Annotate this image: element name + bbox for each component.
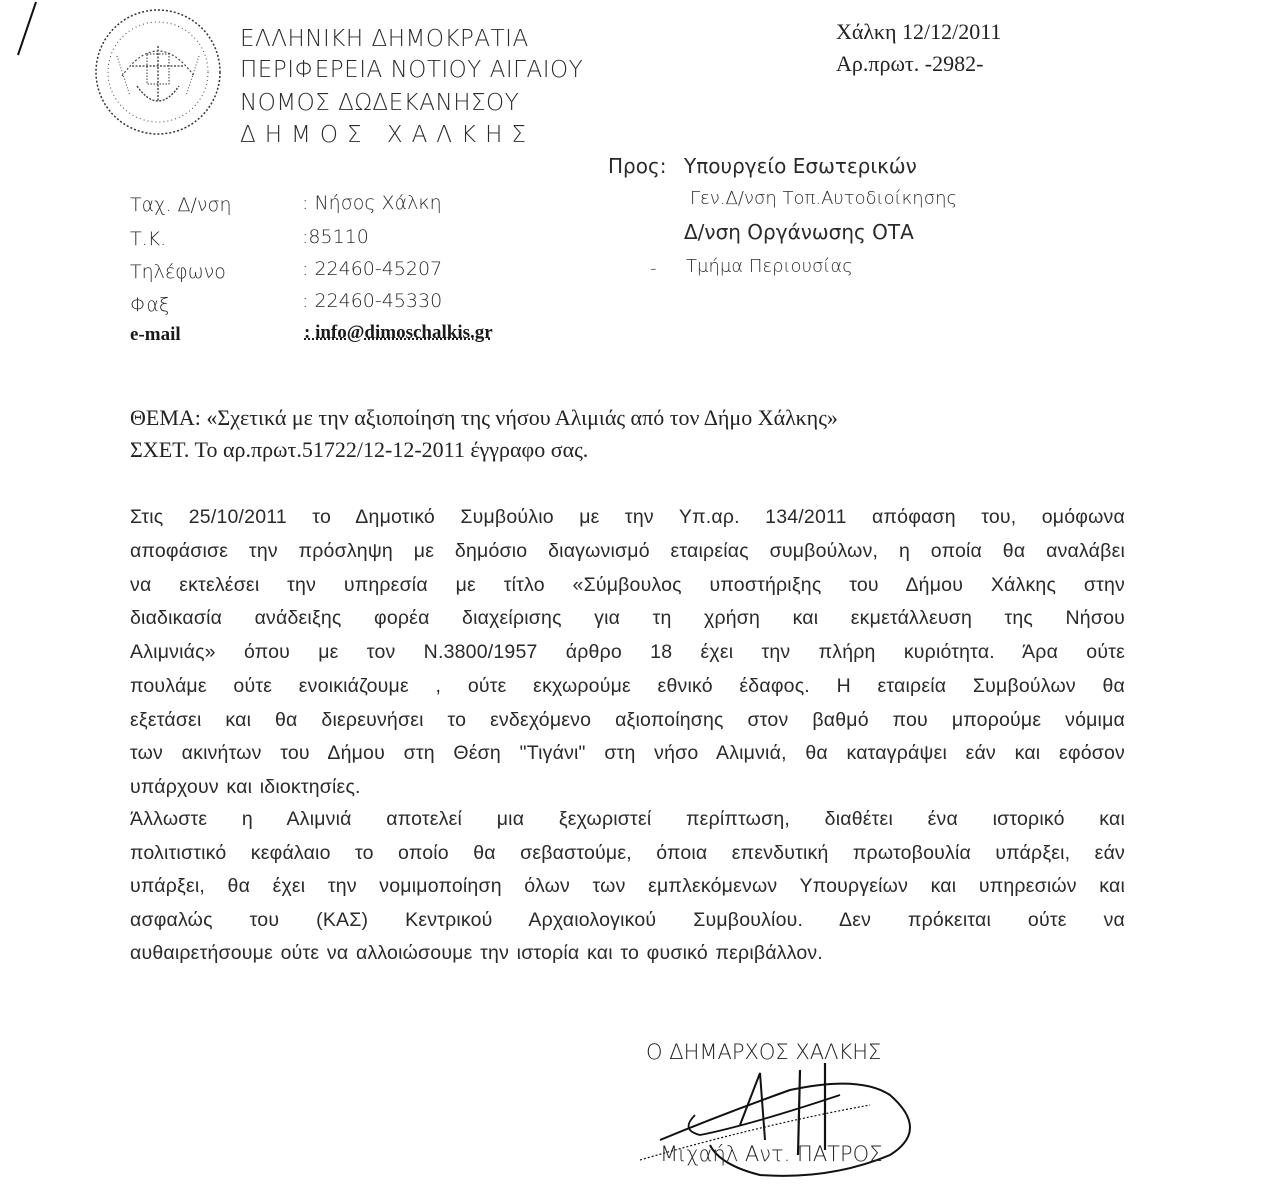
subject-line: ΘΕΜΑ: «Σχετικά με την αξιοποίηση της νήσου Αλιμιάς από τον Δήμο Χάλκης» — [130, 405, 838, 430]
body-line: Στις 25/10/2011 το Δημοτικό Συμβούλιο με την Υπ.αρ. 134/2011 απόφαση του, ομόφωνα — [130, 506, 1125, 528]
recipient-dash: - — [650, 258, 657, 279]
letterhead-line-municipality: ΔΗΜΟΣ ΧΑΛΚΗΣ — [240, 122, 535, 148]
body-line: Αλιμνιάς» όπου με τον Ν.3800/1957 άρθρο 18 έχει την πλήρη κυριότητα. Άρα ούτε — [130, 641, 1125, 663]
place-date: Χάλκη 12/12/2011 — [836, 19, 1002, 44]
signatory-name: Μιχαήλ Αντ. ΠΑΤΡΟΣ — [660, 1142, 883, 1166]
contact-address-label: Ταχ. Δ/νση — [130, 194, 232, 216]
body-line: αποφάσισε την πρόσληψη με δημόσιο διαγωνισμό εταιρείας συμβούλων, η οποία θα αναλάβει — [130, 540, 1125, 562]
body-line: αυθαιρετήσουμε ούτε να αλλοιώσουμε την ιστορία και το φυσικό περιβάλλον. — [130, 942, 823, 964]
body-line: πολιτιστικό κεφάλαιο το οποίο θα σεβαστούμε, όποια επενδυτική πρωτοβουλία υπάρξει, εάν — [130, 842, 1125, 864]
protocol-number: Αρ.πρωτ. -2982- — [836, 51, 984, 76]
pen-mark-icon — [10, 0, 40, 60]
body-line: υπάρχουν και ιδιοκτησίες. — [130, 776, 361, 798]
recipient-general-directorate: Γεν.Δ/νση Τοπ.Αυτοδιοίκησης — [690, 188, 958, 209]
body-line: εξετάσει και θα διερευνήσει το ενδεχόμενο αξιοποίησης στον βαθμό που μπορούμε νόμιμα — [130, 709, 1125, 731]
signature-title: Ο ΔΗΜΑΡΧΟΣ ΧΑΛΚΗΣ — [646, 1040, 882, 1064]
body-line: ασφαλώς του (ΚΑΣ) Κεντρικού Αρχαιολογικού Συμβουλίου. Δεν πρόκειται ούτε να — [130, 909, 1125, 931]
contact-email-link[interactable]: : info@dimoschalkis.gr — [304, 322, 493, 343]
handwritten-signature-icon — [640, 1055, 940, 1195]
letterhead-line-region: ΠΕΡΙΦΕΡΕΙΑ ΝΟΤΙΟΥ ΑΙΓΑΙΟΥ — [240, 57, 584, 83]
body-line: διαδικασία ανάδειξης φορέα διαχείρισης για τη χρήση και εκμετάλλευση της Νήσου — [130, 607, 1125, 629]
body-line: Άλλωστε η Αλιμνιά αποτελεί μια ξεχωριστεί περίπτωση, διαθέτει ένα ιστορικό και — [130, 808, 1125, 830]
letterhead-line-prefecture: ΝΟΜΟΣ ΔΩΔΕΚΑΝΗΣΟΥ — [240, 90, 520, 116]
contact-postcode-value: :85110 — [302, 226, 369, 248]
contact-postcode-label: Τ.Κ. — [130, 228, 167, 250]
contact-fax-value: : 22460-45330 — [302, 290, 443, 312]
letterhead-line-country: ΕΛΛΗΝΙΚΗ ΔΗΜΟΚΡΑΤΙΑ — [240, 26, 529, 52]
contact-phone-label: Τηλέφωνο — [130, 261, 226, 283]
contact-fax-label: Φαξ — [130, 294, 170, 316]
contact-email-label: e-mail — [130, 324, 181, 345]
reference-line: ΣΧΕΤ. Το αρ.πρωτ.51722/12-12-2011 έγγραφο σας. — [130, 437, 589, 462]
contact-phone-value: : 22460-45207 — [302, 258, 443, 280]
body-line: υπάρξει, θα έχει την νομιμοποίηση όλων των εμπλεκόμενων Υπουργείων και υπηρεσιών και — [130, 875, 1125, 897]
body-line: των ακινήτων του Δήμου στη Θέση "Τιγάνι" στη νήσο Αλιμνιά, θα καταγράψει εάν και εφόσον — [130, 742, 1125, 764]
body-line: πουλάμε ούτε ενοικιάζουμε , ούτε εκχωρούμε εθνικό έδαφος. Η εταιρεία Συμβούλων θα — [130, 675, 1125, 697]
recipient-department: Τμήμα Περιουσίας — [686, 256, 853, 277]
contact-address-value: : Νήσος Χάλκη — [302, 192, 442, 214]
body-line: να εκτελέσει την υπηρεσία με τίτλο «Σύμβουλος υποστήριξης του Δήμου Χάλκης στην — [130, 574, 1125, 596]
recipient-ministry: Υπουργείο Εσωτερικών — [684, 154, 917, 178]
recipient-prefix: Προς: — [608, 154, 667, 178]
recipient-directorate: Δ/νση Οργάνωσης ΟΤΑ — [684, 220, 914, 244]
hellenic-republic-seal-icon — [92, 6, 224, 138]
